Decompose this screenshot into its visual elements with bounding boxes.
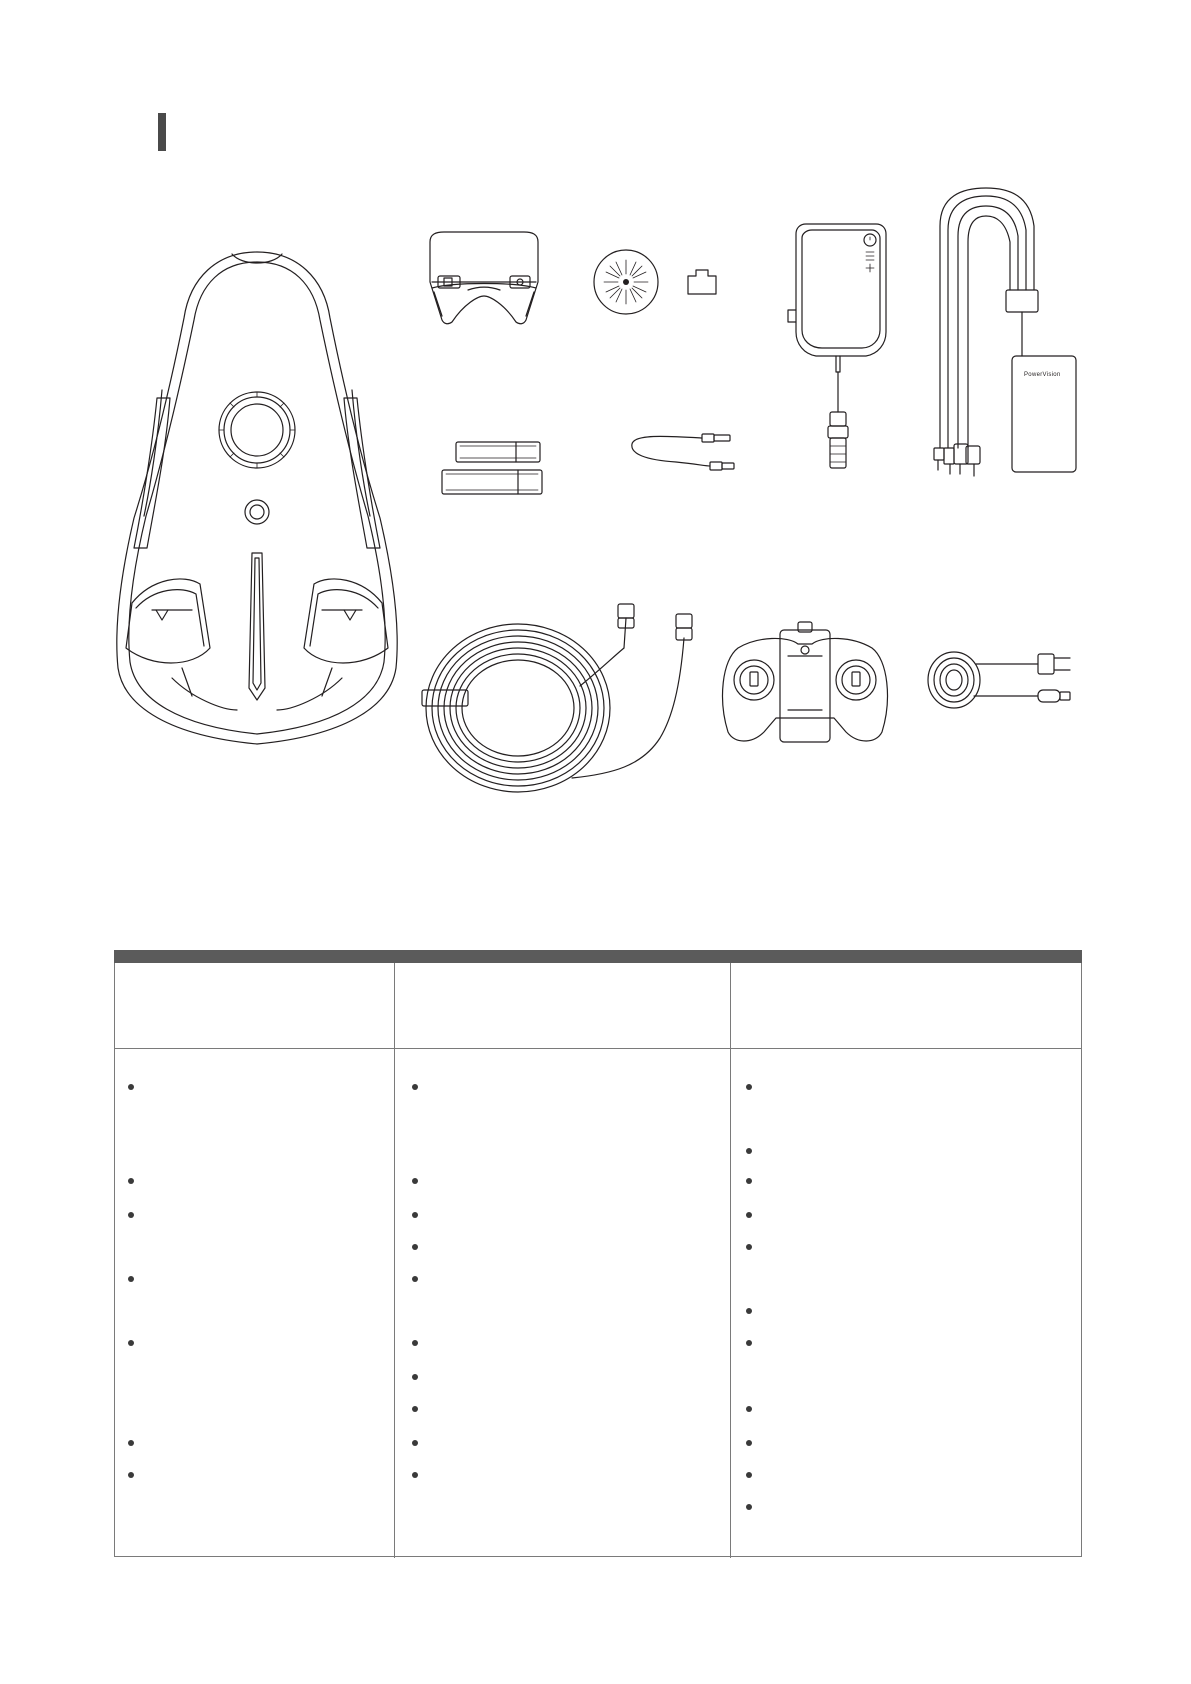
- table-outline: [114, 963, 1082, 1557]
- cleaning-brush-illustration: [592, 248, 660, 316]
- list-item: [412, 1374, 418, 1380]
- list-item: [746, 1472, 752, 1478]
- usb-cable-illustration: [626, 432, 736, 472]
- remote-controller-illustration: [718, 620, 892, 746]
- list-item: [746, 1308, 752, 1314]
- list-item: [412, 1244, 418, 1250]
- list-item: [746, 1148, 752, 1154]
- list-item: [746, 1406, 752, 1412]
- column-3-header: [744, 963, 1070, 1048]
- list-item: [128, 1472, 134, 1478]
- list-item: [746, 1212, 752, 1218]
- list-item: [746, 1084, 752, 1090]
- list-item: [412, 1084, 418, 1090]
- charger-brand-label: PowerVision: [1024, 372, 1061, 378]
- list-item: [412, 1340, 418, 1346]
- list-item: [746, 1340, 752, 1346]
- list-item: [412, 1472, 418, 1478]
- list-item: [128, 1084, 134, 1090]
- specifications-table: [114, 950, 1082, 1558]
- table-header-band: [114, 950, 1082, 963]
- list-item: [412, 1406, 418, 1412]
- column-2-header: [408, 963, 720, 1048]
- battery-charger-illustration: [926, 186, 1078, 478]
- table-column-divider: [394, 963, 395, 1558]
- list-item: [746, 1504, 752, 1510]
- underwater-drone-illustration: [112, 248, 402, 748]
- column-1-header: [128, 963, 384, 1048]
- table-column-divider: [730, 963, 731, 1558]
- list-item: [128, 1440, 134, 1446]
- list-item: [412, 1276, 418, 1282]
- list-item: [128, 1276, 134, 1282]
- list-item: [128, 1340, 134, 1346]
- list-item: [128, 1178, 134, 1184]
- cable-clip-illustration: [686, 266, 718, 296]
- list-item: [128, 1212, 134, 1218]
- wireless-base-station-illustration: [786, 222, 888, 472]
- list-item: [412, 1440, 418, 1446]
- tether-cable-illustration: [422, 598, 712, 796]
- list-item: [746, 1440, 752, 1446]
- section-heading-marker: [158, 113, 166, 151]
- table-header-divider: [114, 1048, 1082, 1049]
- list-item: [412, 1212, 418, 1218]
- list-item: [746, 1244, 752, 1250]
- list-item: [412, 1178, 418, 1184]
- goggle-straps-illustration: [440, 440, 544, 498]
- power-cord-illustration: [926, 646, 1078, 712]
- vr-goggles-illustration: [424, 230, 544, 328]
- list-item: [746, 1178, 752, 1184]
